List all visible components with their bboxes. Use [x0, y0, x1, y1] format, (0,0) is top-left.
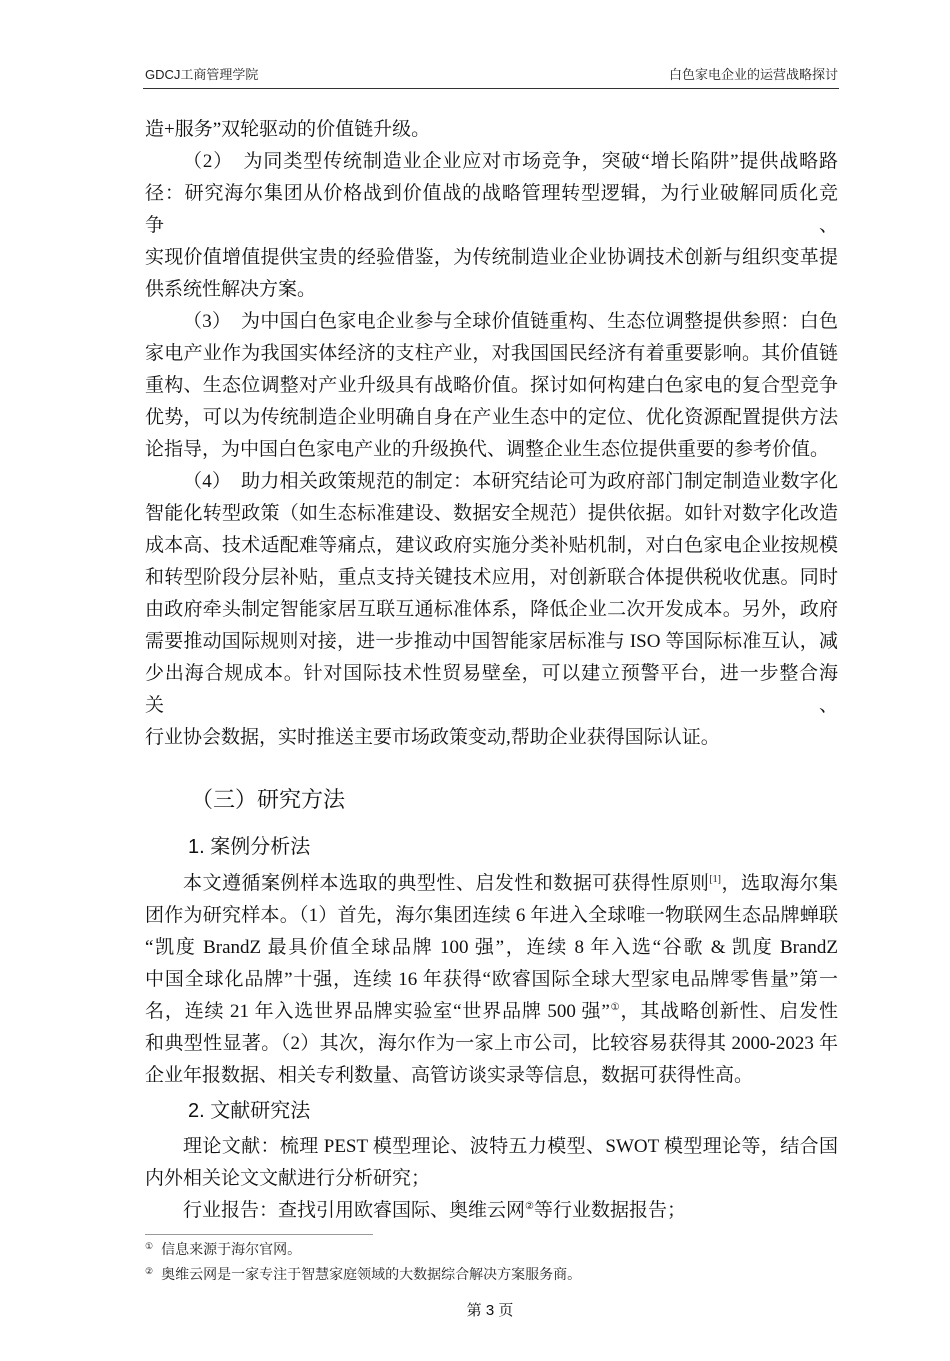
text-line: 本文遵循案例样本选取的典型性、启发性和数据可获得性原则[1]，选取海尔集: [183, 873, 838, 894]
text-line: 理论文献：梳理 PEST 模型理论、波特五力模型、SWOT 模型理论等，结合国: [183, 1136, 838, 1157]
text-line: 供系统性解决方案。: [145, 279, 317, 300]
footnote-reference: [1]: [709, 874, 722, 885]
text-line: 少出海合规成本。针对国际技术性贸易壁垒，可以建立预警平台，进一步整合海关、: [145, 663, 838, 716]
body-text-part2: [145, 868, 838, 1092]
subsection-case-analysis: [145, 831, 838, 863]
paragraph: [145, 306, 838, 466]
text-line: “凯度 BrandZ 最具价值全球品牌 100 强”，连续 8 年入选“谷歌 & 凯度 BrandZ: [145, 937, 838, 958]
text-line: 行业报告：查找引用欧睿国际、奥维云网②等行业数据报告；: [183, 1200, 686, 1221]
footnote-text: 奥维云网是一家专注于智慧家庭领域的大数据综合解决方案服务商。: [161, 1268, 582, 1283]
header-right-title: 白色家电企业的运营战略探讨: [668, 67, 838, 82]
paragraph: [145, 466, 838, 754]
subsection-literature: [145, 1095, 838, 1127]
text-line: 成本高、技术适配难等痛点，建议政府实施分类补贴机制，对白色家电企业按规模: [145, 535, 838, 556]
text-line: 内外相关论文文献进行分析研究；: [145, 1168, 431, 1189]
footnote-divider: [145, 1234, 373, 1235]
body-text-part3: [145, 1131, 838, 1227]
paragraph: [145, 146, 838, 306]
page-number: 第 3 页: [466, 1302, 514, 1319]
text-line: 实现价值增值提供宝贵的经验借鉴，为传统制造业企业协调技术创新与组织变革提: [145, 247, 838, 268]
paragraph: [145, 1195, 838, 1227]
text-line: （3） 为中国白色家电企业参与全球价值链重构、生态位调整提供参照：白色: [183, 311, 838, 332]
section-title: （三）研究方法: [191, 787, 346, 812]
text-line: 重构、生态位调整对产业升级具有战略价值。探讨如何构建白色家电的复合型竞争: [145, 375, 838, 396]
text-line: 造+服务”双轮驱动的价值链升级。: [145, 119, 431, 140]
text-line: 企业年报数据、相关专利数量、高管访谈实录等信息，数据可获得性高。: [145, 1065, 754, 1086]
text-line: 行业协会数据，实时推送主要市场政策变动,帮助企业获得国际认证。: [145, 727, 720, 748]
text-line: 团作为研究样本。（1）首先，海尔集团连续 6 年进入全球唯一物联网生态品牌蝉联: [145, 905, 838, 926]
subsection-title-1: 1. 案例分析法: [188, 836, 311, 858]
body-text-part1: [145, 114, 838, 754]
header-divider: [143, 88, 839, 89]
footnote-2: [145, 1267, 838, 1285]
text-line: 由政府牵头制定智能家居互联互通标准体系，降低企业二次开发成本。另外，政府: [145, 599, 838, 620]
paragraph: [145, 114, 838, 146]
text-line: 家电产业作为我国实体经济的支柱产业，对我国国民经济有着重要影响。其价值链: [145, 343, 838, 364]
text-line: 智能化转型政策（如生态标准建设、数据安全规范）提供依据。如针对数字化改造: [145, 503, 838, 524]
header-left-institution: GDCJ工商管理学院: [145, 67, 259, 82]
text-line: 和转型阶段分层补贴，重点支持关键技术应用，对创新联合体提供税收优惠。同时: [145, 567, 838, 588]
text-line: （2） 为同类型传统制造业企业应对市场竞争，突破“增长陷阱”提供战略路: [183, 151, 838, 172]
subsection-title-2: 2. 文献研究法: [188, 1100, 311, 1122]
section-methods: [145, 784, 838, 816]
footnote-mark: ①: [145, 1241, 154, 1251]
footnote-1: [145, 1242, 838, 1260]
footnote-reference: ①: [609, 1002, 621, 1013]
footnote-reference: ②: [525, 1201, 534, 1212]
paragraph: [145, 868, 838, 1092]
text-line: 径：研究海尔集团从价格战到价值战的战略管理转型逻辑，为行业破解同质化竞争、: [145, 183, 838, 236]
text-line: 需要推动国际规则对接，进一步推动中国智能家居标准与 ISO 等国际标准互认，减: [145, 631, 838, 652]
footnote-text: 信息来源于海尔官网。: [161, 1243, 302, 1258]
text-line: （4） 助力相关政策规范的制定：本研究结论可为政府部门制定制造业数字化: [183, 471, 838, 492]
text-line: 优势，可以为传统制造企业明确自身在产业生态中的定位、优化资源配置提供方法: [145, 407, 838, 428]
text-line: 和典型性显著。（2）其次，海尔作为一家上市公司，比较容易获得其 2000-2023 年: [145, 1033, 838, 1054]
text-line: 论指导，为中国白色家电产业的升级换代、调整企业生态位提供重要的参考价值。: [145, 439, 830, 460]
text-line: 名，连续 21 年入选世界品牌实验室“世界品牌 500 强”①，其战略创新性、启发性: [145, 1001, 838, 1022]
text-line: 中国全球化品牌”十强，连续 16 年获得“欧睿国际全球大型家电品牌零售量”第一: [145, 969, 838, 990]
page-header: [145, 66, 838, 84]
footnote-mark: ②: [145, 1266, 154, 1276]
paragraph: [145, 1131, 838, 1195]
